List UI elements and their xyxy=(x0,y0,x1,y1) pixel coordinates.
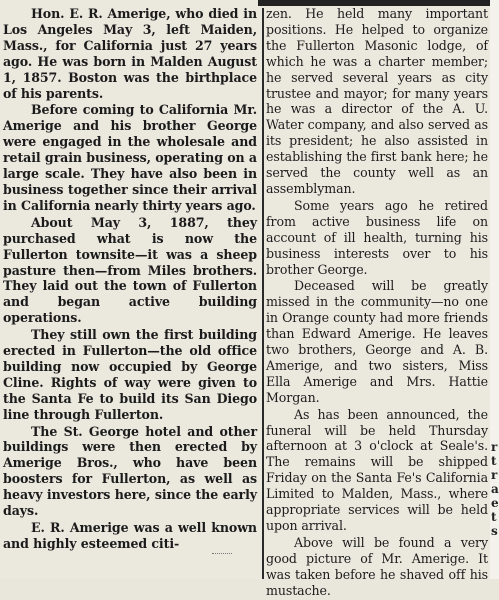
paragraph: Some years ago he retired from active business life on account of ill health, turning his business interests over to his brother George. xyxy=(266,197,488,277)
print-smudge xyxy=(212,553,232,556)
paragraph: E. R. Amerige was a well known and highly esteemed citi- xyxy=(3,520,257,551)
paragraph: Hon. E. R. Amerige, who died in Los Angeles May 3, left Maiden, Mass., for California just 27 years ago. He was born in Malden August 1, 1857. Boston was the birthplace of his parents. xyxy=(3,6,257,101)
paragraph: Above will be found a very good picture of Mr. Amerige. It was taken before he shaved off his mustache. xyxy=(266,534,488,598)
paragraph: zen. He held many important positions. He helped to organize the Fullerton Masonic lodge, of which he was a charter member; he served several years as city trustee and mayor; for many years he was a director of the A. U. Water company, and also served as its president; he also assisted in establishing the first bank here; he served the county well as an assemblyman. xyxy=(266,6,488,196)
paragraph: Before coming to California Mr. Amerige and his brother George were engaged in the wholesale and retail grain business, operating on a large scale. They have also been in business together since their arrival in California nearly thirty years ago. xyxy=(3,102,257,213)
paragraph: About May 3, 1887, they purchased what is now the Fullerton townsite—it was a sheep pasture then—from Miles brothers. They laid out the town of Fullerton and began active building operations. xyxy=(3,214,257,326)
paragraph: The St. George hotel and other buildings were then erected by Amerige Bros., who have been boosters for Fullerton, as well as heavy investors here, since the early days. xyxy=(3,423,257,519)
right-column xyxy=(266,6,488,600)
adjacent-column-fragment: r t r a e t s xyxy=(491,440,499,538)
paragraph: Deceased will be greatly missed in the community—no one in Orange county had more friends than Edward Amerige. He leaves two brothers, George and A. B. Amerige, and two sisters, Miss Ella Amerige and Mrs. Hattie Morgan. xyxy=(266,278,488,405)
paragraph: As has been announced, the funeral will be held Thursday afternoon at 3 o'clock at Seale's. The remains will be shipped Friday on the Santa Fe's California Limited to Malden, Mass., where appropriate services will be held upon arrival. xyxy=(266,406,488,533)
left-column xyxy=(3,6,257,553)
paragraph: They still own the first building erected in Fullerton—the old office building now occupied by George Cline. Rights of way were given to the Santa Fe to build its San Diego line through Fullerton. xyxy=(3,327,257,422)
column-divider xyxy=(262,8,264,579)
